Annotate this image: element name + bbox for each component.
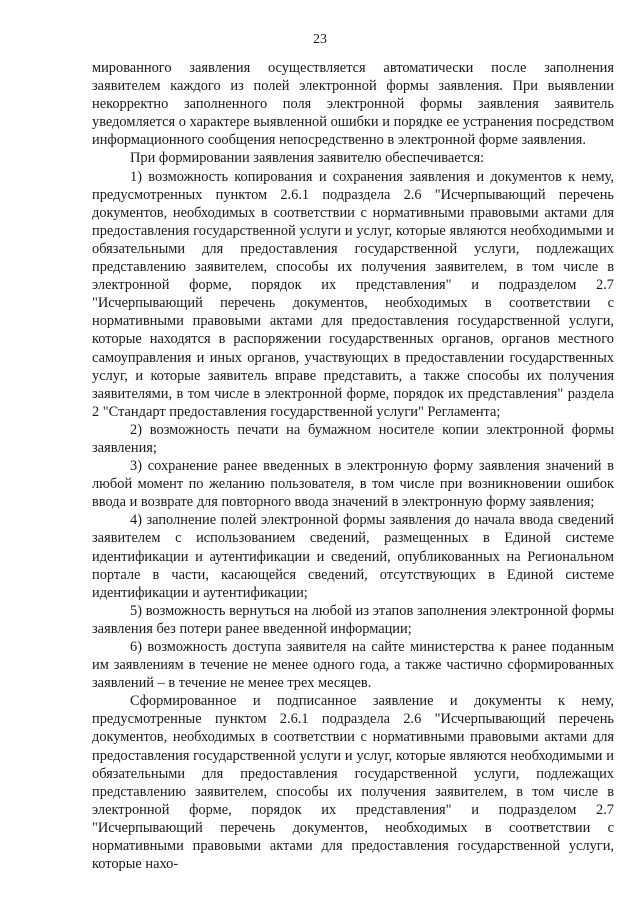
paragraph-final: Сформированное и подписанное заявление и документы к нему, предусмотренные пунктом 2.6.1 подраздела 2.6 "Исчерпывающий перечень документов, необходимых в соответствии с нормативными правовыми актами для предоставления государственной услуги и услуг, которые являются необходимыми и обязательными для предоставления государственной услуги, подлежащих представлению заявителем, способы их получения заявителем, в том числе в электронной форме, порядок их представления" и подразделом 2.7 "Исчерпывающий перечень документов, необходимых в соответствии с нормативными правовыми актами для предоставления государственной услуги, которые нахо- — [92, 693, 614, 873]
page-number: 23 — [313, 32, 327, 47]
list-item-1: 1) возможность копирования и сохранения заявления и документов к нему, предусмотренных пунктом 2.6.1 подраздела 2.6 "Исчерпывающий перечень документов, необходимых в соответствии с нормативными правовыми актами для предоставления государственной услуги и услуг, которые являются необходимыми и обязательными для предоставления государственной услуги, подлежащих представлению заявителем, способы их получения заявителем, в том числе в электронной форме, порядок их представления" и подразделом 2.7 "Исчерпывающий перечень документов, необходимых в соответствии с нормативными правовыми актами для предоставления государственной услуги, которые находятся в распоряжении государственных органов, органов местного самоуправления и иных органов, участвующих в предоставлении государственных услуг, и которые заявитель вправе представить, а также способы их получения заявителями, в том числе в электронной форме, порядок их представления" раздела 2 "Стандарт предоставления государственной услуги" Регламента; — [92, 168, 614, 420]
paragraph-intro: При формировании заявления заявителю обеспечивается: — [130, 150, 485, 167]
list-item-4: 4) заполнение полей электронной формы заявления до начала ввода сведений заявителем с использованием сведений, размещенных в Единой системе идентификации и аутентификации и сведений, опубликованных на Региональном портале в части, касающейся сведений, отсутствующих в Единой системе идентификации и аутентификации; — [92, 512, 614, 601]
list-item-6: 6) возможность доступа заявителя на сайте министерства к ранее поданным им заявлениям в течение не менее одного года, а также частично сформированных заявлений – в течение не менее трех месяцев. — [92, 639, 614, 692]
list-item-2: 2) возможность печати на бумажном носителе копии электронной формы заявления; — [92, 421, 614, 456]
list-item-3: 3) сохранение ранее введенных в электронную форму заявления значений в любой момент по желанию пользователя, в том числе при возникновении ошибок ввода и возврате для повторного ввода значений в электронную форму заявления; — [92, 458, 614, 511]
list-item-5: 5) возможность вернуться на любой из этапов заполнения электронной формы заявления без потери ранее введенной информации; — [92, 602, 614, 637]
paragraph-continuation: мированного заявления осуществляется автоматически после заполнения заявителем каждого из полей электронной формы заявления. При выявлении некорректно заполненного поля электронной формы заявления заявитель уведомляется о характере выявленной ошибки и порядке ее устранения посредством информационного сообщения непосредственно в электронной форме заявления. — [92, 60, 614, 149]
document-body — [92, 59, 614, 873]
